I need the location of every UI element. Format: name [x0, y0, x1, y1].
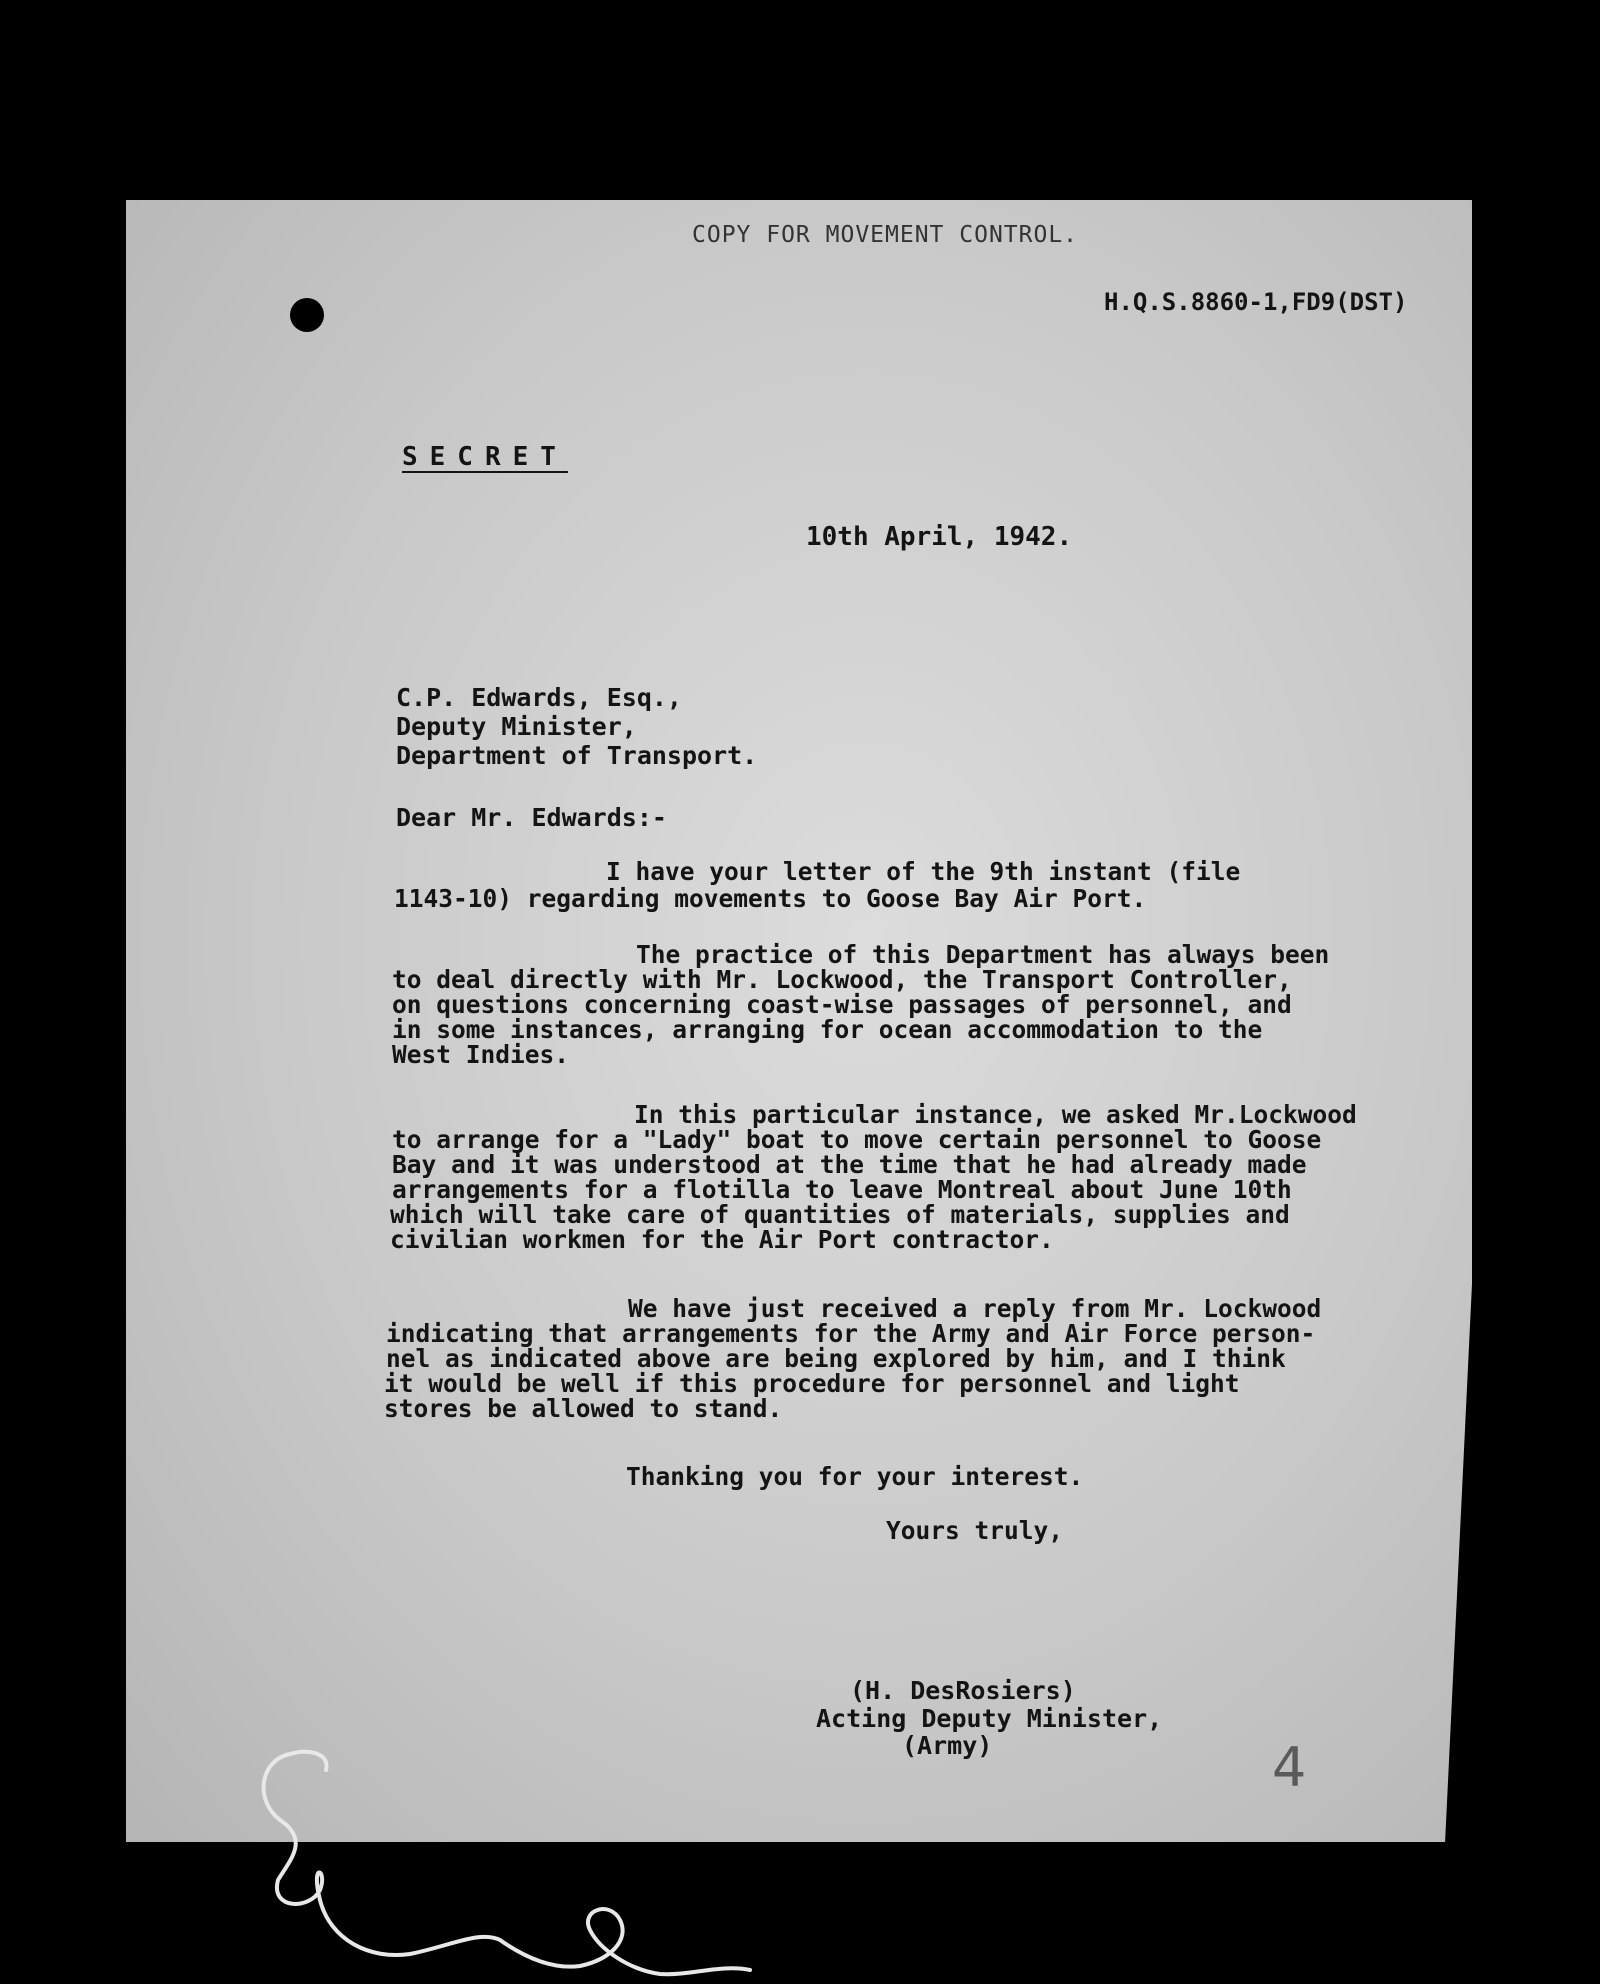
letter-date: 10th April, 1942.	[806, 522, 1073, 552]
addressee-line: Deputy Minister,	[396, 712, 637, 741]
paragraph-line: West Indies.	[392, 1040, 570, 1069]
paragraph-line: The practice of this Department has always been	[636, 940, 1330, 969]
file-reference: H.Q.S.8860-1,FD9(DST)	[1104, 288, 1408, 316]
paragraph-line: civilian workmen for the Air Port contractor.	[390, 1225, 1054, 1254]
signatory-name: (H. DesRosiers)	[850, 1676, 1076, 1705]
paragraph-line: to arrange for a "Lady" boat to move certain personnel to Goose	[392, 1125, 1322, 1154]
paragraph-line: In this particular instance, we asked Mr.Lockwood	[634, 1100, 1357, 1129]
loose-thread-artifact	[250, 1740, 810, 1984]
paragraph-line: indicating that arrangements for the Army and Air Force person-	[386, 1319, 1316, 1348]
paragraph-line: stores be allowed to stand.	[384, 1394, 783, 1423]
paragraph-line: We have just received a reply from Mr. Lockwood	[628, 1294, 1322, 1323]
paragraph-line: Bay and it was understood at the time that he had already made	[392, 1150, 1307, 1179]
copy-header-note: COPY FOR MOVEMENT CONTROL.	[692, 222, 1079, 248]
paragraph-line: I have your letter of the 9th instant (file	[606, 857, 1241, 886]
paragraph-line: to deal directly with Mr. Lockwood, the Transport Controller,	[392, 965, 1292, 994]
paragraph-line: arrangements for a flotilla to leave Montreal about June 10th	[392, 1175, 1292, 1204]
paragraph-line: which will take care of quantities of materials, supplies and	[390, 1200, 1290, 1229]
handwritten-page-number: 4	[1272, 1736, 1307, 1799]
addressee-line: C.P. Edwards, Esq.,	[396, 683, 682, 712]
signatory-title: Acting Deputy Minister,	[816, 1704, 1163, 1733]
addressee-line: Department of Transport.	[396, 741, 758, 770]
closing-line: Yours truly,	[886, 1516, 1064, 1545]
paragraph-line: in some instances, arranging for ocean accommodation to the	[392, 1015, 1263, 1044]
paragraph-line: on questions concerning coast-wise passages of personnel, and	[392, 990, 1292, 1019]
thanks-line: Thanking you for your interest.	[626, 1462, 1084, 1491]
signatory-branch: (Army)	[902, 1731, 993, 1760]
punch-hole	[290, 298, 324, 332]
paragraph-line: nel as indicated above are being explored by him, and I think	[386, 1344, 1286, 1373]
paragraph-line: 1143-10) regarding movements to Goose Bay Air Port.	[394, 884, 1147, 913]
paragraph-line: it would be well if this procedure for personnel and light	[384, 1369, 1240, 1398]
classification-marking: SECRET	[402, 442, 568, 472]
salutation: Dear Mr. Edwards:-	[396, 803, 667, 832]
